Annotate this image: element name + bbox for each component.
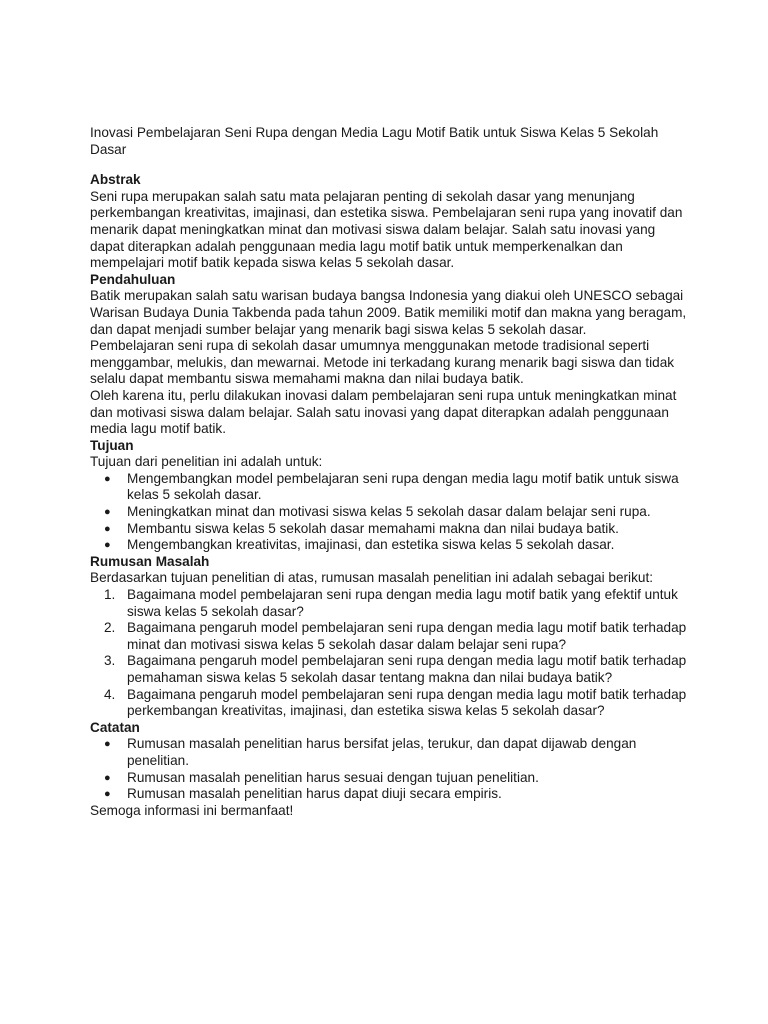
pendahuluan-heading: Pendahuluan: [90, 271, 176, 287]
list-item-text: Meningkatkan minat dan motivasi siswa kelas 5 sekolah dasar dalam belajar seni rupa.: [127, 504, 651, 520]
list-item-text: Membantu siswa kelas 5 sekolah dasar memahami makna dan nilai budaya batik.: [127, 520, 619, 536]
bullet-icon: ●: [104, 539, 111, 552]
pendahuluan-paragraph: Pembelajaran seni rupa di sekolah dasar umumnya menggunakan metode tradisional seperti menggambar, melukis, dan mewarnai. Metode ini terkadang kurang menarik bagi siswa dan tidak selalu dapat membantu siswa memahami makna dan nilai budaya batik.: [90, 338, 675, 387]
list-item-text: Rumusan masalah penelitian harus bersifat jelas, terukur, dan dapat dijawab dengan penelitian.: [127, 736, 637, 768]
list-item-text: Mengembangkan kreativitas, imajinasi, dan estetika siswa kelas 5 sekolah dasar.: [127, 537, 615, 553]
list-item: [90, 620, 690, 653]
list-item: [90, 537, 690, 554]
bullet-icon: ●: [104, 771, 111, 784]
list-number: 3.: [104, 653, 116, 669]
tujuan-intro: Tujuan dari penelitian ini adalah untuk:: [90, 454, 323, 470]
bullet-icon: ●: [104, 738, 111, 751]
closing-text: Semoga informasi ini bermanfaat!: [90, 802, 294, 818]
tujuan-list: [90, 471, 690, 554]
list-item-text: Rumusan masalah penelitian harus dapat diuji secara empiris.: [127, 786, 502, 802]
list-item: [90, 736, 690, 769]
pendahuluan-paragraph: Batik merupakan salah satu warisan budaya bangsa Indonesia yang diakui oleh UNESCO sebagai Warisan Budaya Dunia Takbenda pada tahun 2009. Batik memiliki motif dan makna yang beragam, dan dapat menjadi sumber belajar yang menarik bagi siswa kelas 5 sekolah dasar.: [90, 288, 687, 337]
rumusan-intro: Berdasarkan tujuan penelitian di atas, rumusan masalah penelitian ini adalah sebagai berikut:: [90, 570, 653, 586]
list-item: [90, 687, 690, 720]
pendahuluan-paragraph: Oleh karena itu, perlu dilakukan inovasi dalam pembelajaran seni rupa untuk meningkatkan minat dan motivasi siswa dalam belajar. Salah satu inovasi yang dapat diterapkan adalah penggunaan media lagu motif batik.: [90, 387, 677, 437]
list-item: [90, 653, 690, 686]
list-number: 2.: [104, 620, 116, 636]
bullet-icon: ●: [104, 472, 111, 485]
list-item-text: Bagaimana pengaruh model pembelajaran seni rupa dengan media lagu motif batik terhadap perkembangan kreativitas, imajinasi, dan estetika siswa kelas 5 sekolah dasar?: [127, 686, 687, 719]
list-item-text: Rumusan masalah penelitian harus sesuai dengan tujuan penelitian.: [127, 769, 539, 785]
list-item: [90, 786, 690, 803]
abstrak-text: Seni rupa merupakan salah satu mata pelajaran penting di sekolah dasar yang menunjang perkembangan kreativitas, imajinasi, dan estetika siswa. Pembelajaran seni rupa yang inovatif dan menarik dapat meningkatkan minat dan motivasi siswa dalam belajar. Salah satu inovasi yang dapat diterapkan adalah penggunaan media lagu motif batik untuk memperkenalkan dan mempelajari motif batik kepada siswa kelas 5 sekolah dasar.: [90, 188, 683, 271]
list-item: [90, 587, 690, 620]
document-page: [90, 125, 690, 819]
list-item-text: Bagaimana model pembelajaran seni rupa dengan media lagu motif batik yang efektif untuk siswa kelas 5 sekolah dasar?: [127, 587, 678, 619]
list-item: [90, 471, 690, 504]
list-item: [90, 504, 690, 521]
document-title: Inovasi Pembelajaran Seni Rupa dengan Media Lagu Motif Batik untuk Siswa Kelas 5 Sekolah Dasar: [90, 125, 659, 157]
bullet-icon: ●: [104, 788, 111, 801]
list-item: [90, 770, 690, 787]
list-item-text: Bagaimana pengaruh model pembelajaran seni rupa dengan media lagu motif batik terhadap pemahaman siswa kelas 5 sekolah dasar tentang makna dan nilai budaya batik?: [127, 653, 687, 685]
rumusan-list: [90, 587, 690, 720]
rumusan-heading: Rumusan Masalah: [90, 553, 210, 569]
list-item-text: Bagaimana pengaruh model pembelajaran seni rupa dengan media lagu motif batik terhadap minat dan motivasi siswa kelas 5 sekolah dasar dalam belajar seni rupa?: [127, 620, 687, 652]
catatan-list: [90, 736, 690, 802]
catatan-heading: Catatan: [90, 719, 140, 735]
list-item-text: Mengembangkan model pembelajaran seni rupa dengan media lagu motif batik untuk siswa kelas 5 sekolah dasar.: [127, 470, 679, 503]
abstrak-heading: Abstrak: [90, 172, 141, 188]
list-number: 1.: [104, 587, 116, 603]
bullet-icon: ●: [104, 522, 111, 535]
list-number: 4.: [104, 686, 116, 702]
bullet-icon: ●: [104, 506, 111, 519]
list-item: [90, 521, 690, 538]
tujuan-heading: Tujuan: [90, 437, 134, 453]
